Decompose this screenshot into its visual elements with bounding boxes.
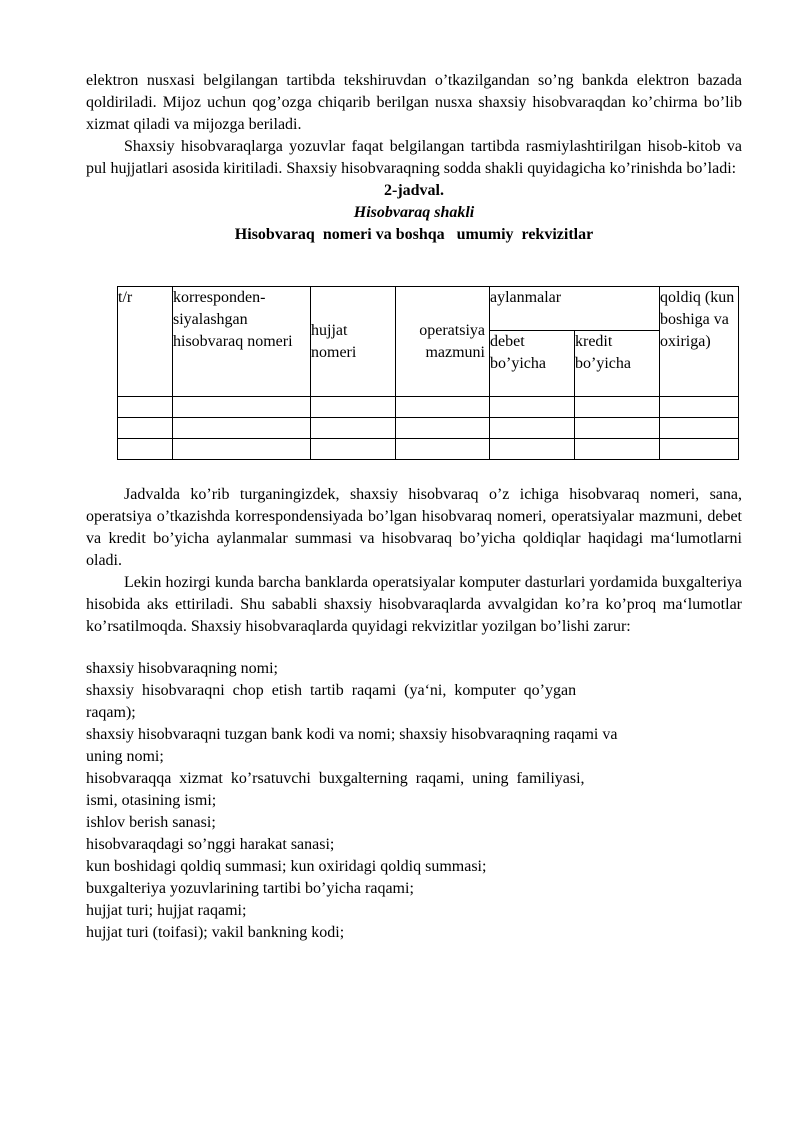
header-hujjat: hujjat nomeri (311, 287, 396, 397)
header-tr: t/r (118, 287, 173, 397)
list-item: shaxsiy hisobvaraqni chop etish tartib raqami (ya‘ni, komputer qo’ygan (86, 682, 577, 699)
table-subtitle: Hisobvaraq nomeri va boshqa umumiy rekvizitlar (234, 226, 594, 243)
list-item: kun boshidagi qoldiq summasi; kun oxiridagi qoldiq summasi; (86, 858, 487, 875)
header-korrespondent: korresponden-siyalashgan hisobvaraq nomeri (173, 287, 311, 397)
list-item: uning nomi; (86, 748, 164, 765)
list-item: hisobvaraqqa xizmat ko’rsatuvchi buxgalterning raqami, uning familiyasi, (86, 770, 585, 787)
list-item: shaxsiy hisobvaraqni tuzgan bank kodi va nomi; shaxsiy hisobvaraqning raqami va (86, 726, 618, 743)
list-item: hisobvaraqdagi so’nggi harakat sanasi; (86, 836, 335, 853)
page-content (86, 70, 742, 246)
list-item: buxgalteriya yozuvlarining tartibi bo’yicha raqami; (86, 880, 414, 897)
intro-paragraph-1: elektron nusxasi belgilangan tartibda tekshiruvdan o’tkazilgandan so’ng bankda elektron bazada qoldiriladi. Mijoz uchun qog’ozga chiqarib berilgan nusxa shaxsiy hisobvaraqdan ko’chirma bo’lib xizmat qiladi va mijozga beriladi. (86, 72, 742, 133)
body-paragraph-2: Lekin hozirgi kunda barcha banklarda operatsiyalar komputer dasturlari yordamida buxgalteriya hisobida aks ettiriladi. Shu sababli shaxsiy hisobvaraqlarda avvalgidan ko’ra ko’proq ma‘lumotlar ko’rsatilmoqda. Shaxsiy hisobvaraqlarda quyidagi rekvizitlar yozilgan bo’lishi zarur: (86, 574, 742, 635)
table-number: 2-jadval. (384, 182, 444, 199)
header-qoldiq: qoldiq (kun boshiga va oxiriga) (660, 287, 739, 397)
requisites-list (86, 658, 726, 944)
list-item: hujjat turi; hujjat raqami; (86, 902, 247, 919)
body-text (86, 484, 742, 638)
list-item: ismi, otasining ismi; (86, 792, 217, 809)
table-row (118, 397, 739, 418)
list-item: shaxsiy hisobvaraqning nomi; (86, 660, 278, 677)
header-aylanmalar: aylanmalar (490, 287, 660, 331)
header-debet: debet bo’yicha (490, 331, 575, 397)
list-item: hujjat turi (toifasi); vakil bankning kodi; (86, 924, 345, 941)
table-row (118, 439, 739, 460)
list-item: raqam); (86, 704, 136, 721)
header-kredit: kredit bo’yicha (575, 331, 660, 397)
table-title: Hisobvaraq shakli (353, 204, 475, 221)
header-operatsiya: operatsiya mazmuni (396, 287, 490, 397)
table-row (118, 418, 739, 439)
body-paragraph-1: Jadvalda ko’rib turganingizdek, shaxsiy hisobvaraq o’z ichiga hisobvaraq nomeri, sana, operatsiya o’tkazishda korrespondensiyada bo’lgan hisobvaraq nomeri, operatsiyalar mazmuni, debet va kredit bo’yicha aylanmalar summasi va hisobvaraq bo’yicha qoldiqlar haqidagi ma‘lumotlarni oladi. (86, 486, 742, 569)
account-form-table (117, 286, 739, 460)
list-item: ishlov berish sanasi; (86, 814, 216, 831)
intro-paragraph-2: Shaxsiy hisobvaraqlarga yozuvlar faqat belgilangan tartibda rasmiylashtirilgan hisob-kitob va pul hujjatlari asosida kiritiladi. Shaxsiy hisobvaraqning sodda shakli quyidagicha ko’rinishda bo’ladi: (86, 138, 742, 177)
